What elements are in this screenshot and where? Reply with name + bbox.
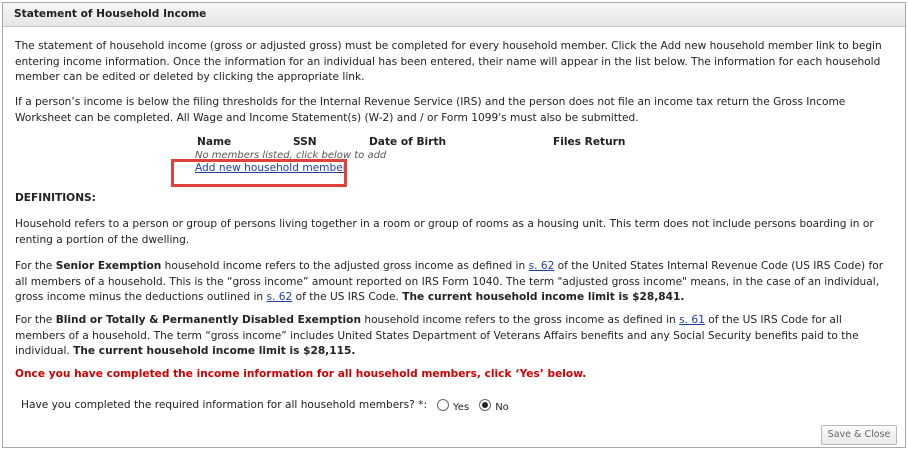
blind-disabled-exemption-term: Blind or Totally & Permanently Disabled Exemption <box>55 314 361 326</box>
text-fragment: For the <box>15 260 56 272</box>
column-header-name: Name <box>197 136 232 148</box>
intro-paragraph-1: The statement of household income (gross or adjusted gross) must be completed for every household member. Click the Add new household member link to begin entering income information. Once the information for an individual has been entered, their name will appear in the list below. The information for each household member can be edited or deleted by clicking the appropriate link. <box>15 40 882 83</box>
senior-income-limit: The current household income limit is $28,841. <box>402 291 685 303</box>
text-fragment: For the <box>15 314 56 326</box>
completion-question <box>21 399 509 411</box>
text-fragment: household income refers to the gross income as defined in <box>360 314 680 326</box>
column-header-ssn: SSN <box>293 136 317 148</box>
text-fragment: household income refers to the adjusted gross income as defined in <box>161 260 529 272</box>
completion-question-label: Have you completed the required information for all household members? *: <box>21 399 428 411</box>
panel-title: Statement of Household Income <box>3 3 905 27</box>
senior-exemption-term: Senior Exemption <box>55 260 162 272</box>
radio-yes[interactable] <box>437 399 449 411</box>
empty-members-note: No members listed, click below to add <box>195 150 387 161</box>
text-fragment: of the United States Internal Revenue Code (US IRS Code) for all members of a household. This is the “gross income” amount reported on IRS Form 1040. The term "adjusted gross income" means, in the case of an individual, gross income minus the deductions outlined in <box>15 260 884 303</box>
intro-paragraph-2: If a person’s income is below the filing thresholds for the Internal Revenue Service (IRS) and the person does not file an income tax return the Gross Income Worksheet can be completed. All Wage and Income Statement(s) (W-2) and / or Form 1099's must also be submitted. <box>15 96 846 124</box>
column-header-dob: Date of Birth <box>369 136 446 148</box>
irs-code-s62-link[interactable]: s. 62 <box>528 260 555 272</box>
completion-warning: Once you have completed the income information for all household members, click ‘Yes’ below. <box>15 368 587 380</box>
column-header-files-return: Files Return <box>553 136 626 148</box>
definition-household: Household refers to a person or group of persons living together in a room or group of rooms as a housing unit. This term does not include persons boarding in or renting a portion of the dwelling. <box>15 218 874 246</box>
definition-senior-exemption <box>15 259 895 306</box>
definitions-heading: DEFINITIONS: <box>15 192 96 204</box>
definition-blind-disabled-exemption <box>15 313 895 360</box>
radio-yes-label[interactable]: Yes <box>453 401 470 413</box>
highlight-annotation-box <box>171 159 347 187</box>
irs-code-s62-link-2[interactable]: s. 62 <box>266 291 293 303</box>
text-fragment: of the US IRS Code for all members of a household. The term “gross income” includes United States Department of Veterans Affairs benefits and any Social Security benefits paid to the individual. <box>15 314 859 357</box>
radio-no-label[interactable]: No <box>495 401 509 413</box>
blind-income-limit: The current household income limit is $28,115. <box>73 345 356 357</box>
irs-code-s61-link[interactable]: s. 61 <box>679 314 705 326</box>
add-household-member-link[interactable]: Add new household member <box>195 162 348 174</box>
save-close-button[interactable]: Save & Close <box>821 425 897 445</box>
radio-no[interactable] <box>479 399 491 411</box>
text-fragment: of the US IRS Code. <box>292 291 403 303</box>
household-income-panel <box>2 2 906 448</box>
